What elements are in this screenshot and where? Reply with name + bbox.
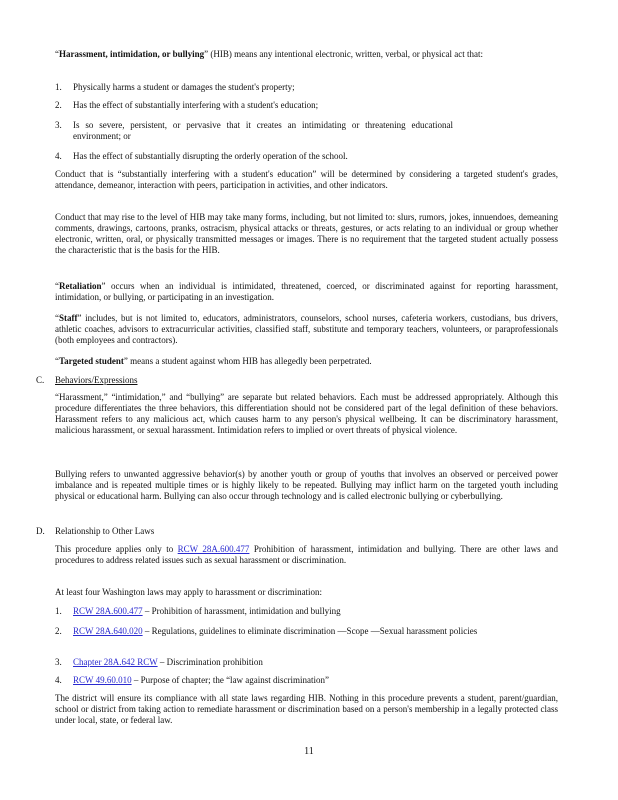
- law-item-number: 2.: [55, 626, 62, 636]
- section-d-intro: [55, 544, 558, 566]
- targeted-term: Targeted student: [59, 356, 124, 366]
- hib-item: Has the effect of substantially disrupting the orderly operation of the school.: [73, 151, 348, 161]
- targeted-text: means a student against whom HIB has allegedly been perpetrated.: [130, 356, 372, 366]
- hib-item: Is so severe, persistent, or pervasive that it creates an intimidating or threatening educational environment; or: [73, 120, 453, 141]
- page-number: 11: [304, 746, 314, 757]
- law-description: – Regulations, guidelines to eliminate discrimination —Scope —Sexual harassment policies: [144, 626, 478, 636]
- law-link[interactable]: RCW 28A.600.477: [73, 606, 143, 616]
- law-item-number: 3.: [55, 657, 62, 667]
- section-d-intro-post: Prohibition of harassment, intimidation and bullying. There are other laws and procedures to address related issues such as sexual harassment or discrimination.: [55, 544, 558, 565]
- retaliation-term: Retaliation: [59, 281, 102, 291]
- rcw-link[interactable]: RCW 28A.600.477: [177, 544, 250, 554]
- conduct-paragraph: Conduct that is “substantially interfering with a student's education” will be determined by considering a targeted student's grades, attendance, demeanor, interaction with peers, participation in activities, and other indicators.: [55, 169, 558, 190]
- section-c-letter: C.: [36, 375, 45, 385]
- section-c-paragraph-1: “Harassment,” “intimidation,” and “bullying” are separate but related behaviors. Each must be addressed appropriately. Although this procedure differentiates the three behaviors, this differentiation should not be considered part of the legal definition of these behaviors. Harassment refers to any malicious act, which causes harm to any person's physical wellbeing. It can be discriminatory harassment, malicious harassment, or sexual harassment. Intimidation refers to implied or overt threats of physical violence.: [55, 392, 558, 435]
- section-d-title: Relationship to Other Laws: [55, 526, 155, 536]
- section-d-intro-pre: This procedure applies only to: [55, 544, 174, 554]
- hib-item-number: 4.: [55, 151, 62, 161]
- laws-intro: At least four Washington laws may apply to harassment or discrimination:: [55, 587, 323, 597]
- law-description: – Purpose of chapter; the “law against discrimination”: [133, 675, 330, 685]
- staff-term: Staff: [59, 313, 78, 323]
- hib-item-number: 1.: [55, 82, 62, 92]
- law-description: – Discrimination prohibition: [159, 657, 263, 667]
- hib-term: Harassment, intimidation, or bullying: [59, 49, 205, 59]
- hib-item-number: 3.: [55, 120, 62, 130]
- conduct-forms-paragraph: Conduct that may rise to the level of HIB may take many forms, including, but not limited to: slurs, rumors, jokes, innuendoes, demeaning comments, drawings, cartoons, pranks, ostracism, physical attacks or threats, gestures, or acts relating to an individual or group whether electronic, written, oral, or physically transmitted messages or images. There is no requirement that the targeted student actually possess the characteristic that is the basis for the HIB.: [55, 212, 558, 255]
- law-item: [73, 675, 558, 686]
- hib-item-number: 2.: [55, 100, 62, 110]
- law-link[interactable]: Chapter 28A.642 RCW: [73, 657, 158, 667]
- staff-text: includes, but is not limited to, educators, administrators, counselors, school nurses, cafeteria workers, custodians, bus drivers, athletic coaches, advisors to extracurricular activities, classified staff, substitute and temporary teachers, volunteers, or paraprofessionals (both employees and contractors).: [55, 313, 559, 345]
- law-item: [73, 606, 558, 617]
- law-link[interactable]: RCW 49.60.010: [73, 675, 132, 685]
- law-link[interactable]: RCW 28A.640.020: [73, 626, 143, 636]
- section-c-title: Behaviors/Expressions: [55, 375, 138, 385]
- law-item: [73, 657, 558, 668]
- law-item-number: 4.: [55, 675, 62, 685]
- targeted-student-definition: “Targeted student” means a student against whom HIB has allegedly been perpetrated.: [55, 356, 372, 366]
- law-item-number: 1.: [55, 606, 62, 616]
- section-c-paragraph-2: Bullying refers to unwanted aggressive behavior(s) by another youth or group of youths that involves an observed or perceived power imbalance and is repeated multiple times or is highly likely to be repeated. Bullying may inflict harm on the targeted youth including physical or educational harm. Bullying can also occur through technology and is called electronic bullying or cyberbullying.: [55, 469, 558, 501]
- law-description: – Prohibition of harassment, intimidation and bullying: [144, 606, 341, 616]
- section-d-letter: D.: [36, 526, 45, 536]
- law-item: [73, 626, 513, 637]
- hib-definition: “Harassment, intimidation, or bullying” (HIB) means any intentional electronic, written, verbal, or physical act that:: [55, 49, 484, 59]
- closing-paragraph: The district will ensure its compliance with all state laws regarding HIB. Nothing in this procedure prevents a student, parent/guardian, school or district from taking action to remediate harassment or discrimination based on a person's membership in a legally protected class under local, state, or federal law.: [55, 693, 558, 725]
- hib-definition-text: (HIB) means any intentional electronic, written, verbal, or physical act that:: [210, 49, 484, 59]
- retaliation-definition: “Retaliation” occurs when an individual is intimidated, threatened, coerced, or discriminated against for reporting harassment, intimidation, or bullying, or participating in an investigation.: [55, 281, 558, 302]
- hib-item: Physically harms a student or damages the student's property;: [73, 82, 295, 92]
- retaliation-text: occurs when an individual is intimidated, threatened, coerced, or discriminated against for reporting harassment, intimidation, or bullying, or participating in an investigation.: [55, 281, 558, 302]
- hib-item: Has the effect of substantially interfering with a student's education;: [73, 100, 319, 110]
- staff-definition: “Staff” includes, but is not limited to, educators, administrators, counselors, school nurses, cafeteria workers, custodians, bus drivers, athletic coaches, advisors to extracurricular activities, classified staff, substitute and temporary teachers, volunteers, or paraprofessionals (both employees and contractors).: [55, 313, 559, 345]
